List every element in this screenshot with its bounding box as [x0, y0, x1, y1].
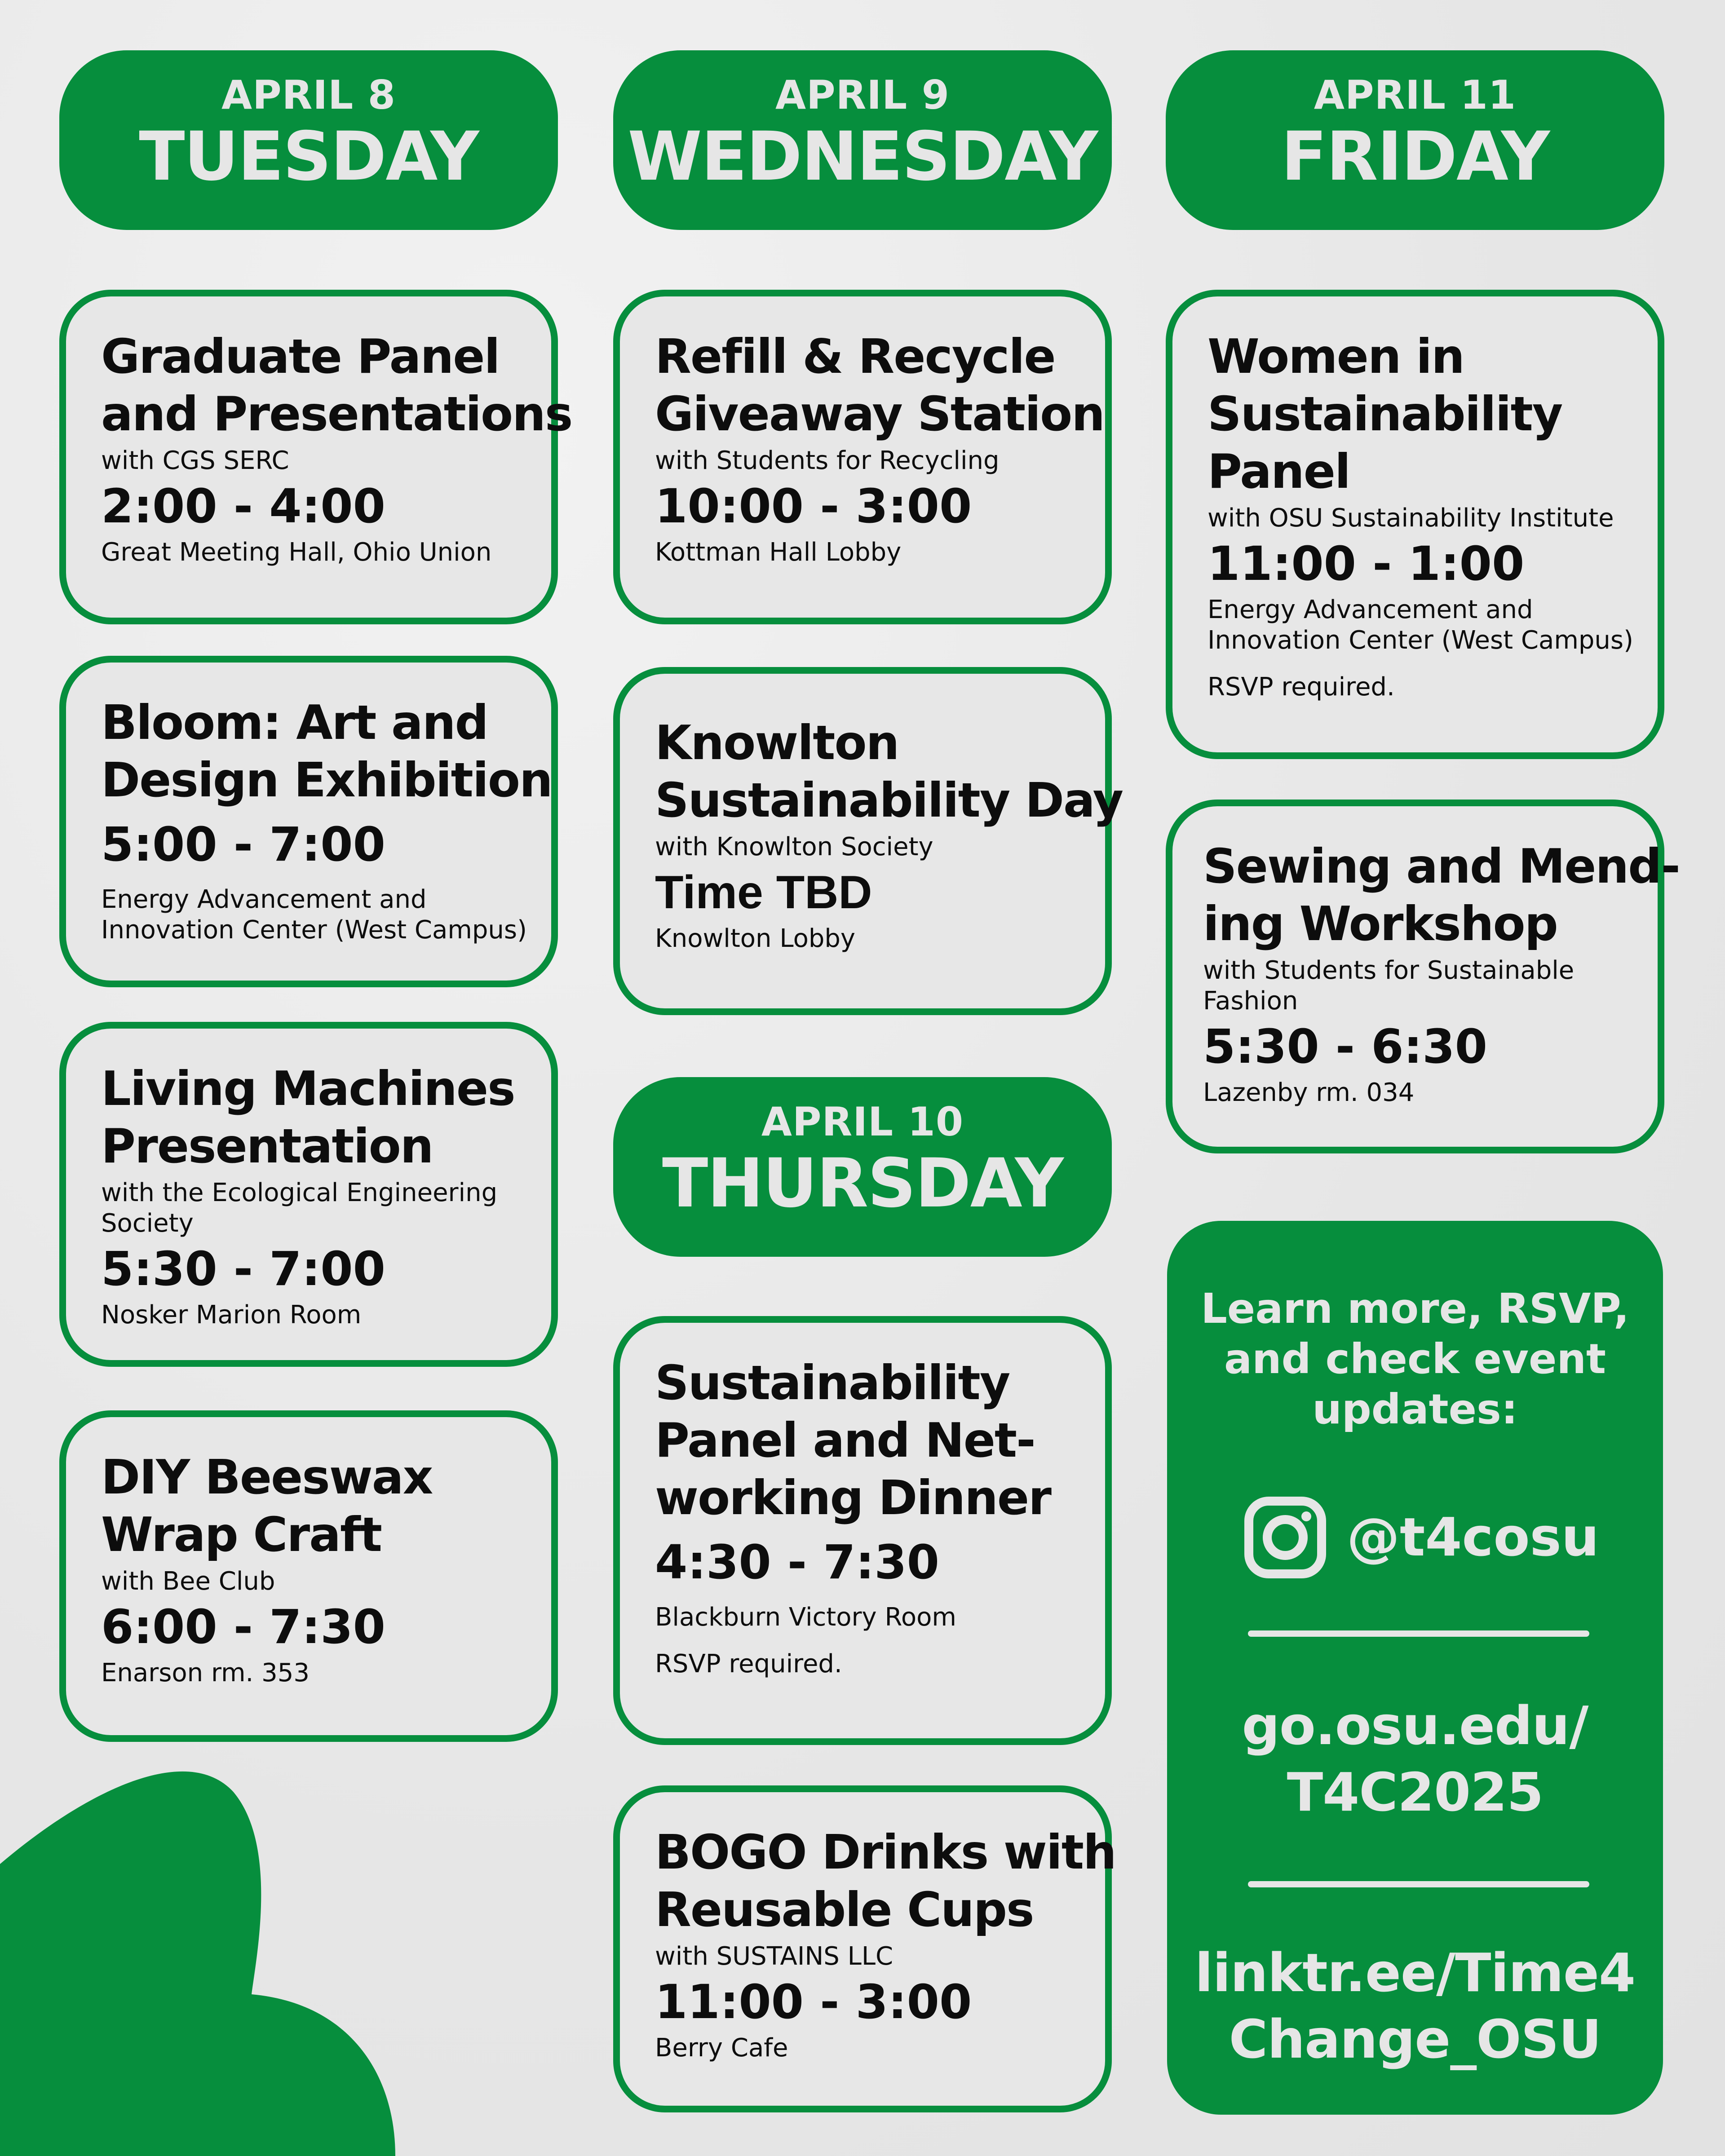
event-title: Graduate Panel [101, 329, 500, 384]
event-location: Enarson rm. 353 [101, 1658, 310, 1688]
event-location: Innovation Center (West Campus) [1208, 626, 1633, 655]
go-osu-link[interactable] [1167, 1692, 1663, 1825]
event-title: Design Exhibition [101, 753, 552, 808]
event-location: Nosker Marion Room [101, 1300, 362, 1330]
event-host: with the Ecological Engineering [101, 1178, 498, 1207]
event-title: Giveaway Station [655, 387, 1105, 442]
link-line: T4C2025 [1287, 1761, 1544, 1823]
event-title: Sustainability [655, 1356, 1010, 1410]
event-time: 5:30 - 7:00 [101, 1241, 385, 1296]
event-host: with Students for Sustainable [1203, 956, 1575, 985]
divider [1248, 1630, 1589, 1637]
day-header-friday [1166, 50, 1664, 230]
day-header-thursday [613, 1077, 1112, 1257]
event-title: working Dinner [655, 1471, 1051, 1525]
event-host: with OSU Sustainability Institute [1208, 504, 1614, 533]
event-time: 11:00 - 3:00 [655, 1975, 972, 2029]
event-card-graduate-panel [59, 290, 572, 624]
event-title: Wrap Craft [101, 1507, 381, 1562]
event-card-sustainability-dinner [613, 1316, 1112, 1745]
instagram-handle[interactable]: @t4cosu [1347, 1506, 1599, 1568]
event-host: with Students for Recycling [655, 446, 1000, 475]
link-line: go.osu.edu/ [1242, 1695, 1588, 1757]
event-card-women-in-sustainability [1166, 290, 1664, 759]
info-lead-line: Learn more, RSVP, [1201, 1285, 1629, 1333]
event-title: Sustainability Day [655, 773, 1123, 828]
info-panel [1167, 1221, 1663, 2115]
day-name: THURSDAY [662, 1144, 1063, 1223]
event-host: with Knowlton Society [655, 832, 933, 862]
event-location: Innovation Center (West Campus) [101, 915, 527, 945]
event-location: Energy Advancement and [1208, 595, 1533, 624]
event-card-living-machines [59, 1022, 558, 1367]
event-card-bloom-exhibition [59, 656, 558, 987]
event-time: 10:00 - 3:00 [655, 479, 972, 534]
event-title: Presentation [101, 1119, 433, 1174]
linktree-link[interactable] [1167, 1940, 1663, 2072]
event-card-beeswax-wrap [59, 1410, 558, 1742]
day-name: FRIDAY [1281, 118, 1549, 196]
event-title: and Presentations [101, 387, 572, 442]
info-lead-line: and check event [1224, 1335, 1606, 1383]
event-card-refill-recycle [613, 290, 1112, 624]
day-date: APRIL 9 [775, 72, 950, 118]
day-name: WEDNESDAY [628, 118, 1097, 196]
day-header-tuesday [59, 50, 558, 230]
event-title: Sewing and Mend- [1203, 839, 1680, 894]
event-title: Bloom: Art and [101, 695, 488, 750]
event-host: with CGS SERC [101, 446, 289, 475]
event-title: Panel and Net- [655, 1413, 1035, 1468]
event-card-knowlton-day [613, 667, 1123, 1015]
day-date: APRIL 11 [1314, 72, 1517, 118]
event-title: Sustainability [1208, 387, 1562, 442]
event-note: RSVP required. [1208, 672, 1395, 702]
instagram-icon [1243, 1495, 1328, 1580]
day-date: APRIL 8 [221, 72, 396, 118]
info-lead [1185, 1284, 1645, 1435]
event-title: Women in [1208, 329, 1464, 384]
event-location: Great Meeting Hall, Ohio Union [101, 538, 492, 567]
event-location: Kottman Hall Lobby [655, 538, 902, 567]
info-lead-line: updates: [1312, 1385, 1518, 1433]
event-host: with Bee Club [101, 1567, 275, 1596]
event-title: DIY Beeswax [101, 1450, 433, 1505]
event-title: ing Workshop [1203, 897, 1557, 951]
event-note: RSVP required. [655, 1649, 842, 1679]
event-time: 5:00 - 7:00 [101, 817, 385, 872]
event-host: Society [101, 1209, 194, 1238]
day-name: TUESDAY [139, 118, 478, 196]
event-time: Time TBD [655, 866, 872, 919]
event-title: Refill & Recycle [655, 329, 1055, 384]
event-location: Blackburn Victory Room [655, 1603, 956, 1632]
event-title: Knowlton [655, 716, 899, 770]
event-title: Living Machines [101, 1061, 515, 1116]
event-location: Berry Cafe [655, 2033, 788, 2063]
link-line: linktr.ee/Time4 [1194, 1942, 1636, 2004]
event-time: 5:30 - 6:30 [1203, 1019, 1487, 1074]
event-time: 2:00 - 4:00 [101, 479, 385, 534]
link-line: Change_OSU [1229, 2008, 1601, 2070]
event-title: BOGO Drinks with [655, 1825, 1116, 1880]
event-location: Knowlton Lobby [655, 924, 856, 953]
day-header-wednesday [613, 50, 1112, 230]
day-date: APRIL 10 [761, 1099, 964, 1145]
event-time: 11:00 - 1:00 [1208, 536, 1525, 591]
event-title: Panel [1208, 444, 1350, 499]
event-card-bogo-drinks [613, 1785, 1116, 2112]
event-host: with SUSTAINS LLC [655, 1942, 893, 1971]
event-time: 6:00 - 7:30 [101, 1599, 385, 1654]
instagram-link[interactable] [1167, 1495, 1663, 1576]
event-time: 4:30 - 7:30 [655, 1535, 939, 1590]
divider [1248, 1881, 1589, 1887]
event-location: Energy Advancement and [101, 885, 427, 914]
event-host: Fashion [1203, 986, 1298, 1016]
event-title: Reusable Cups [655, 1882, 1034, 1937]
event-card-sewing-workshop [1166, 800, 1680, 1153]
event-location: Lazenby rm. 034 [1203, 1078, 1415, 1107]
